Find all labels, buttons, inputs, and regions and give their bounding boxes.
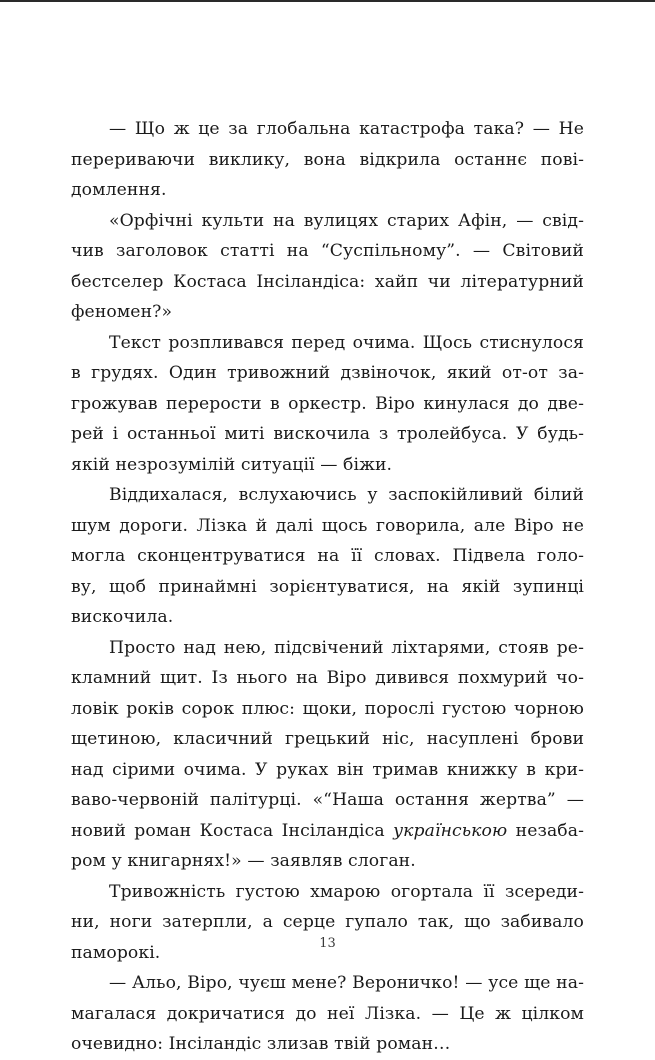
text-segment: новий роман Костаса Інсіландіса [71, 820, 394, 841]
text-line: кламний щит. Із нього на Віро дивився похмурий чо- [71, 668, 584, 688]
paragraph-2 [71, 206, 584, 328]
text-line: Тривожність густою хмарою огортала її зсереди- [109, 881, 584, 902]
text-line: магалася докричатися до неї Лізка. — Це ж цілком [71, 1003, 584, 1024]
text-line: якій незрозумілій ситуації — біжи. [71, 454, 393, 475]
text-line: вискочила. [71, 607, 174, 627]
italic-word: українською [393, 820, 508, 841]
paragraph-3 [71, 328, 584, 481]
text-line: ловік років сорок плюс: щоки, порослі густою чорною [71, 698, 584, 719]
text-line: грожував перерости в оркестр. Віро кинулася до две- [71, 393, 584, 414]
text-line: рей і останньої миті вискочила з тролейбуса. У будь- [71, 424, 584, 444]
page-number: 13 [319, 936, 336, 951]
text-line: ваво-червоній палітурці. «“Наша остання жертва” — [71, 790, 584, 810]
text-line-with-italic [71, 816, 584, 847]
text-line: домлення. [71, 180, 167, 200]
text-line: ром у книгарнях!» — заявляв слоган. [71, 851, 416, 871]
text-line: Просто над нею, підсвічений ліхтарями, стояв ре- [109, 637, 584, 658]
paragraph-4 [71, 480, 584, 633]
text-line: чив заголовок статті на “Суспільному”. — Світовий [71, 241, 584, 261]
paragraph-5 [71, 633, 584, 877]
text-line: в грудях. Один тривожний дзвіночок, який от-от за- [71, 363, 584, 383]
text-line: — Альо, Віро, чуєш мене? Вероничко! — усе ще на- [109, 973, 584, 993]
text-line: бестселер Костаса Інсіландіса: хайп чи літературний [71, 271, 584, 292]
paragraph-1 [71, 114, 584, 206]
text-line: Текст розпливався перед очима. Щось стиснулося [109, 332, 584, 353]
text-line: очевидно: Інсіландіс злизав твій роман… [71, 1034, 451, 1054]
page-text-body [71, 114, 584, 1060]
text-line: над сірими очима. У руках він тримав книжку в кри- [71, 759, 584, 780]
text-segment: незаба- [507, 820, 584, 841]
text-line: феномен?» [71, 302, 173, 322]
text-line: шум дороги. Лізка й далі щось говорила, але Віро не [71, 515, 584, 536]
text-line: ву, щоб принаймні зорієнтуватися, на якій зупинці [71, 576, 584, 597]
text-line: паморокі. [71, 942, 161, 963]
text-line: ни, ноги затерпли, а серце гупало так, що забивало [71, 912, 584, 932]
paragraph-7 [71, 968, 584, 1060]
top-border-rule [0, 0, 655, 2]
text-line: перериваючи виклику, вона відкрила останнє пові- [71, 149, 584, 170]
text-line: щетиною, класичний грецький ніс, насуплені брови [71, 729, 584, 749]
paragraph-6 [71, 877, 584, 969]
text-line: «Орфічні культи на вулицях старих Афін, — свід- [109, 210, 584, 231]
text-line: могла сконцентруватися на її словах. Підвела голо- [71, 546, 584, 566]
text-line: Віддихалася, вслухаючись у заспокійливий білий [109, 485, 584, 505]
text-line: — Що ж це за глобальна катастрофа така? — Не [109, 119, 584, 139]
